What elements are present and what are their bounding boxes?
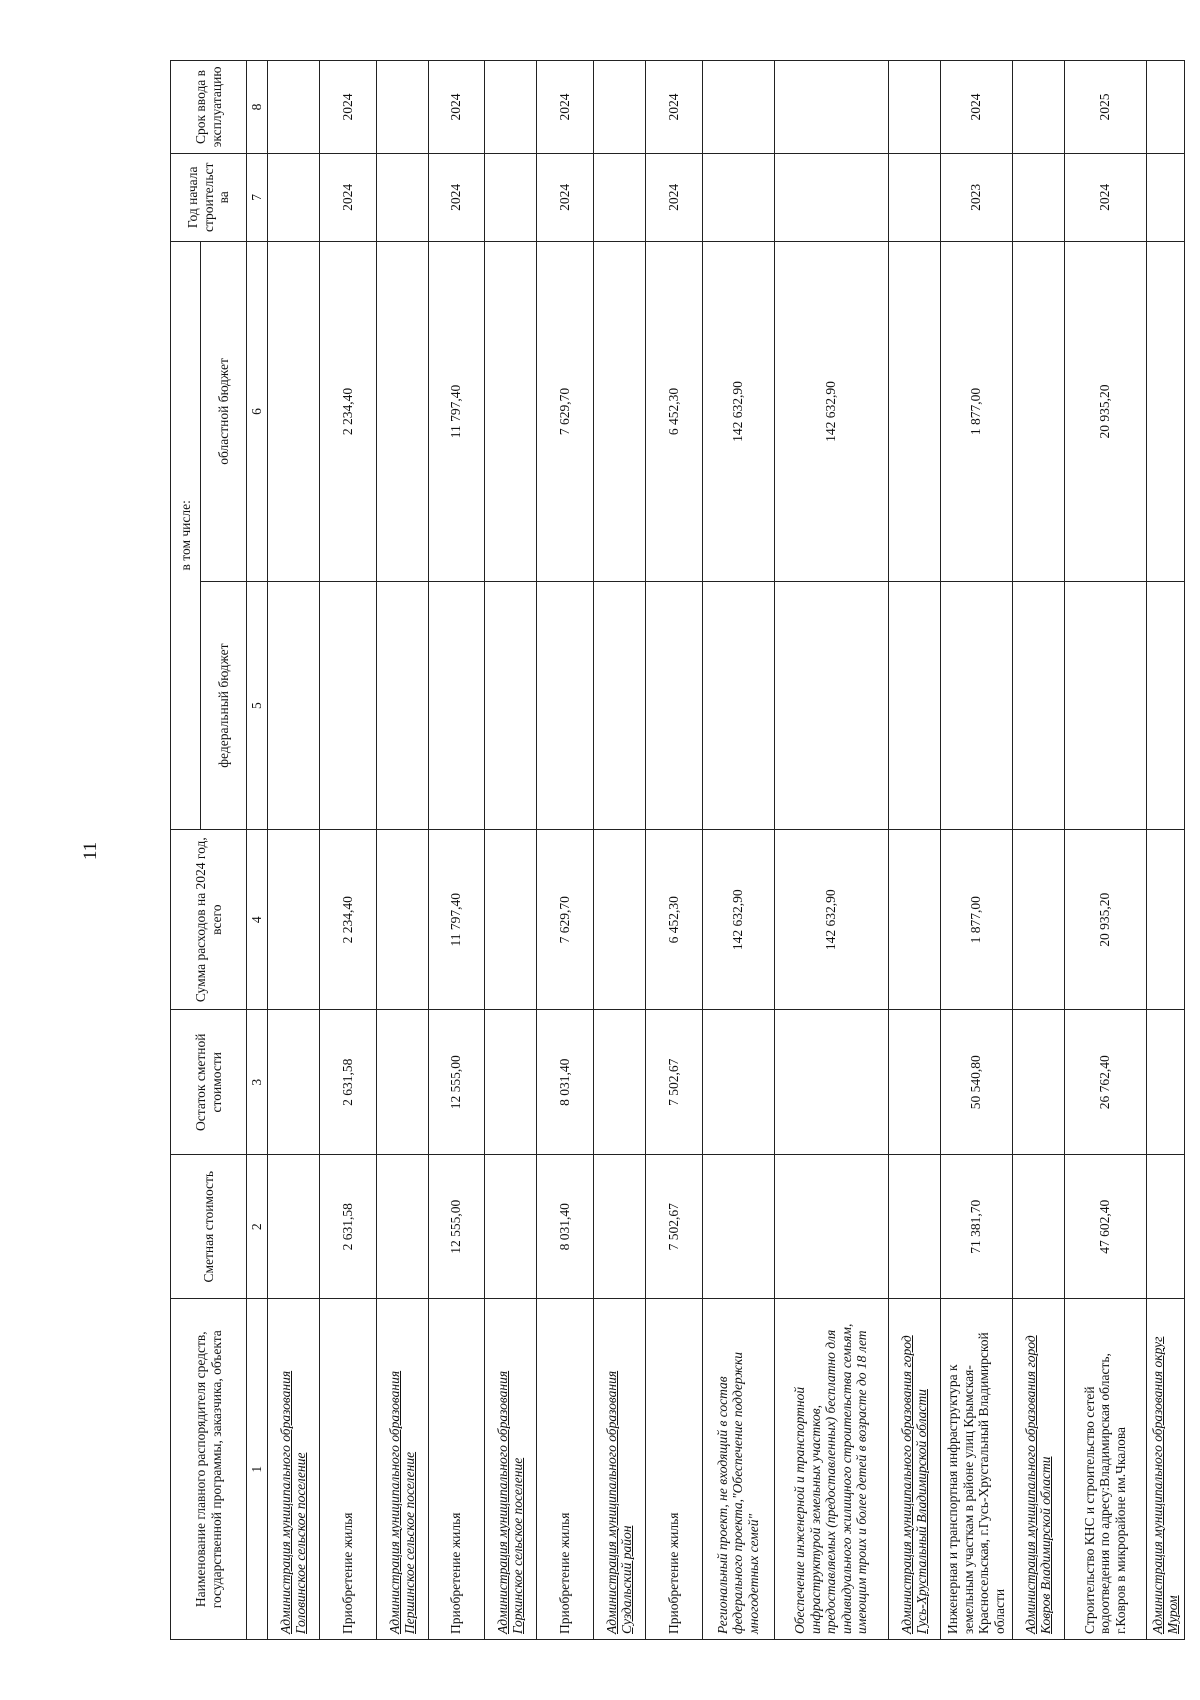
cell-federal (593, 582, 645, 830)
cell-remainder (376, 1010, 428, 1154)
cell-commission: 2024 (645, 61, 702, 154)
cell-estimate: 7 502,67 (645, 1154, 702, 1298)
cell-regional (593, 241, 645, 582)
table-row (702, 61, 774, 1640)
cell-total-2024 (593, 829, 645, 1010)
table-row (484, 61, 536, 1640)
cell-estimate (702, 1154, 774, 1298)
row-name: Администрация муниципального образования Суздальский район (593, 1299, 645, 1640)
page-number: 11 (80, 841, 102, 861)
cell-estimate (1012, 1154, 1064, 1298)
table-row (1146, 61, 1184, 1640)
cell-remainder (1012, 1010, 1064, 1154)
cell-regional (484, 241, 536, 582)
row-name: Приобретение жилья (645, 1299, 702, 1640)
col-index: 6 (247, 241, 268, 582)
cell-regional: 2 234,40 (319, 241, 376, 582)
cell-total-2024 (267, 829, 319, 1010)
row-name: Администрация муниципального образования Горкинское сельское поселение (484, 1299, 536, 1640)
cell-regional: 142 632,90 (702, 241, 774, 582)
cell-commission: 2024 (428, 61, 484, 154)
cell-total-2024: 1 877,00 (940, 829, 1012, 1010)
header-col-8: Срок ввода в эксплуатацию (171, 61, 247, 154)
row-name: Приобретение жилья (536, 1299, 593, 1640)
table-header (171, 61, 268, 1640)
header-col-5: федеральный бюджет (201, 582, 247, 830)
table-row (1064, 61, 1146, 1640)
cell-regional: 1 877,00 (940, 241, 1012, 582)
cell-total-2024 (376, 829, 428, 1010)
cell-remainder (702, 1010, 774, 1154)
cell-total-2024: 6 452,30 (645, 829, 702, 1010)
cell-estimate (1146, 1154, 1184, 1298)
col-index: 7 (247, 153, 268, 241)
cell-start-year (267, 153, 319, 241)
cell-federal (1064, 582, 1146, 830)
table-row (536, 61, 593, 1640)
cell-federal (645, 582, 702, 830)
cell-commission: 2025 (1064, 61, 1146, 154)
row-name: Администрация муниципального образования город Гусь-Хрустальный Владимирской области (888, 1299, 940, 1640)
header-col-3: Остаток сметной стоимости (171, 1010, 247, 1154)
cell-regional (267, 241, 319, 582)
cell-federal (536, 582, 593, 830)
cell-start-year (484, 153, 536, 241)
col-index: 2 (247, 1154, 268, 1298)
row-name: Администрация муниципального образования Першинское сельское поселение (376, 1299, 428, 1640)
cell-start-year (774, 153, 888, 241)
cell-commission (1146, 61, 1184, 154)
cell-commission (774, 61, 888, 154)
cell-estimate: 12 555,00 (428, 1154, 484, 1298)
cell-estimate: 8 031,40 (536, 1154, 593, 1298)
cell-federal (319, 582, 376, 830)
cell-regional: 142 632,90 (774, 241, 888, 582)
cell-estimate (593, 1154, 645, 1298)
row-name: Региональный проект, не входящий в состав федерального проекта,"Обеспечение поддержки многодетных семей" (702, 1299, 774, 1640)
header-including: в том числе: (171, 241, 201, 829)
cell-total-2024 (484, 829, 536, 1010)
cell-total-2024: 20 935,20 (1064, 829, 1146, 1010)
cell-start-year (1012, 153, 1064, 241)
cell-federal (1012, 582, 1064, 830)
cell-commission (1012, 61, 1064, 154)
row-name: Приобретение жилья (428, 1299, 484, 1640)
col-index: 4 (247, 829, 268, 1010)
cell-commission: 2024 (940, 61, 1012, 154)
cell-remainder: 2 631,58 (319, 1010, 376, 1154)
cell-estimate (888, 1154, 940, 1298)
cell-estimate: 71 381,70 (940, 1154, 1012, 1298)
row-name: Администрация муниципального образования округ Муром (1146, 1299, 1184, 1640)
cell-federal (774, 582, 888, 830)
cell-federal (702, 582, 774, 830)
cell-start-year: 2024 (1064, 153, 1146, 241)
cell-remainder (484, 1010, 536, 1154)
table-row (888, 61, 940, 1640)
row-name: Приобретение жилья (319, 1299, 376, 1640)
cell-start-year: 2024 (319, 153, 376, 241)
header-col-2: Сметная стоимость (171, 1154, 247, 1298)
cell-start-year (888, 153, 940, 241)
table-row (774, 61, 888, 1640)
header-col-1: Наименование главного распорядителя средств, государственной программы, заказчика, объекта (171, 1299, 247, 1640)
row-name: Администрация муниципального образования город Ковров Владимирской области (1012, 1299, 1064, 1640)
cell-remainder (267, 1010, 319, 1154)
cell-federal (940, 582, 1012, 830)
row-name: Инженерная и транспортная инфраструктура к земельным участкам в районе улиц Крымская-Красносельская, г.Гусь-Хрустальный Владимирской области (940, 1299, 1012, 1640)
header-col-4: Сумма расходов на 2024 год, всего (171, 829, 247, 1010)
cell-remainder: 26 762,40 (1064, 1010, 1146, 1154)
cell-estimate (484, 1154, 536, 1298)
cell-estimate: 47 602,40 (1064, 1154, 1146, 1298)
cell-commission (593, 61, 645, 154)
cell-federal (376, 582, 428, 830)
cell-commission (376, 61, 428, 154)
cell-regional (1012, 241, 1064, 582)
column-index-row (247, 61, 268, 1640)
cell-start-year: 2024 (536, 153, 593, 241)
header-col-6: областной бюджет (201, 241, 247, 582)
col-index: 1 (247, 1299, 268, 1640)
cell-commission (702, 61, 774, 154)
cell-remainder (1146, 1010, 1184, 1154)
table-row (376, 61, 428, 1640)
cell-total-2024: 142 632,90 (774, 829, 888, 1010)
table-body (267, 61, 1184, 1640)
cell-total-2024: 11 797,40 (428, 829, 484, 1010)
row-name: Строительство КНС и строительство сетей водоотведения по адресу:Владимирская область, г.Ковров в микрорайоне им.Чкалова (1064, 1299, 1146, 1640)
cell-federal (1146, 582, 1184, 830)
cell-commission: 2024 (319, 61, 376, 154)
col-index: 5 (247, 582, 268, 830)
cell-regional: 6 452,30 (645, 241, 702, 582)
cell-commission: 2024 (536, 61, 593, 154)
row-name: Обеспечение инженерной и транспортной инфраструктурой земельных участков, предоставляемых (предоставленных) бесплатно для индивидуального жилищного строительства семьям, имеющим троих и более детей в возрасте до 18 лет (774, 1299, 888, 1640)
cell-estimate (774, 1154, 888, 1298)
row-name: Администрация муниципального образования Головинское сельское поселение (267, 1299, 319, 1640)
rotated-table-wrapper (170, 60, 1180, 1640)
col-index: 8 (247, 61, 268, 154)
cell-remainder (888, 1010, 940, 1154)
cell-total-2024 (1146, 829, 1184, 1010)
cell-estimate (267, 1154, 319, 1298)
table-row (645, 61, 702, 1640)
cell-regional: 20 935,20 (1064, 241, 1146, 582)
cell-commission (484, 61, 536, 154)
cell-federal (428, 582, 484, 830)
cell-estimate: 2 631,58 (319, 1154, 376, 1298)
cell-remainder (593, 1010, 645, 1154)
cell-start-year (376, 153, 428, 241)
cell-federal (888, 582, 940, 830)
cell-remainder: 12 555,00 (428, 1010, 484, 1154)
cell-commission (267, 61, 319, 154)
cell-regional (376, 241, 428, 582)
col-index: 3 (247, 1010, 268, 1154)
cell-total-2024: 142 632,90 (702, 829, 774, 1010)
header-col-7: Год начала строительст ва (171, 153, 247, 241)
expenses-table (170, 60, 1185, 1640)
cell-remainder (774, 1010, 888, 1154)
table-row (267, 61, 319, 1640)
cell-total-2024: 2 234,40 (319, 829, 376, 1010)
cell-commission (888, 61, 940, 154)
cell-total-2024: 7 629,70 (536, 829, 593, 1010)
table-row (1012, 61, 1064, 1640)
cell-estimate (376, 1154, 428, 1298)
cell-start-year (702, 153, 774, 241)
table-row (428, 61, 484, 1640)
cell-regional (888, 241, 940, 582)
cell-remainder: 50 540,80 (940, 1010, 1012, 1154)
table-row (940, 61, 1012, 1640)
cell-start-year: 2023 (940, 153, 1012, 241)
table-row (319, 61, 376, 1640)
cell-federal (484, 582, 536, 830)
cell-total-2024 (1012, 829, 1064, 1010)
cell-remainder: 7 502,67 (645, 1010, 702, 1154)
cell-regional: 11 797,40 (428, 241, 484, 582)
cell-start-year: 2024 (645, 153, 702, 241)
cell-federal (267, 582, 319, 830)
cell-regional: 7 629,70 (536, 241, 593, 582)
cell-start-year (593, 153, 645, 241)
cell-total-2024 (888, 829, 940, 1010)
cell-start-year: 2024 (428, 153, 484, 241)
cell-remainder: 8 031,40 (536, 1010, 593, 1154)
cell-start-year (1146, 153, 1184, 241)
table-row (593, 61, 645, 1640)
cell-regional (1146, 241, 1184, 582)
